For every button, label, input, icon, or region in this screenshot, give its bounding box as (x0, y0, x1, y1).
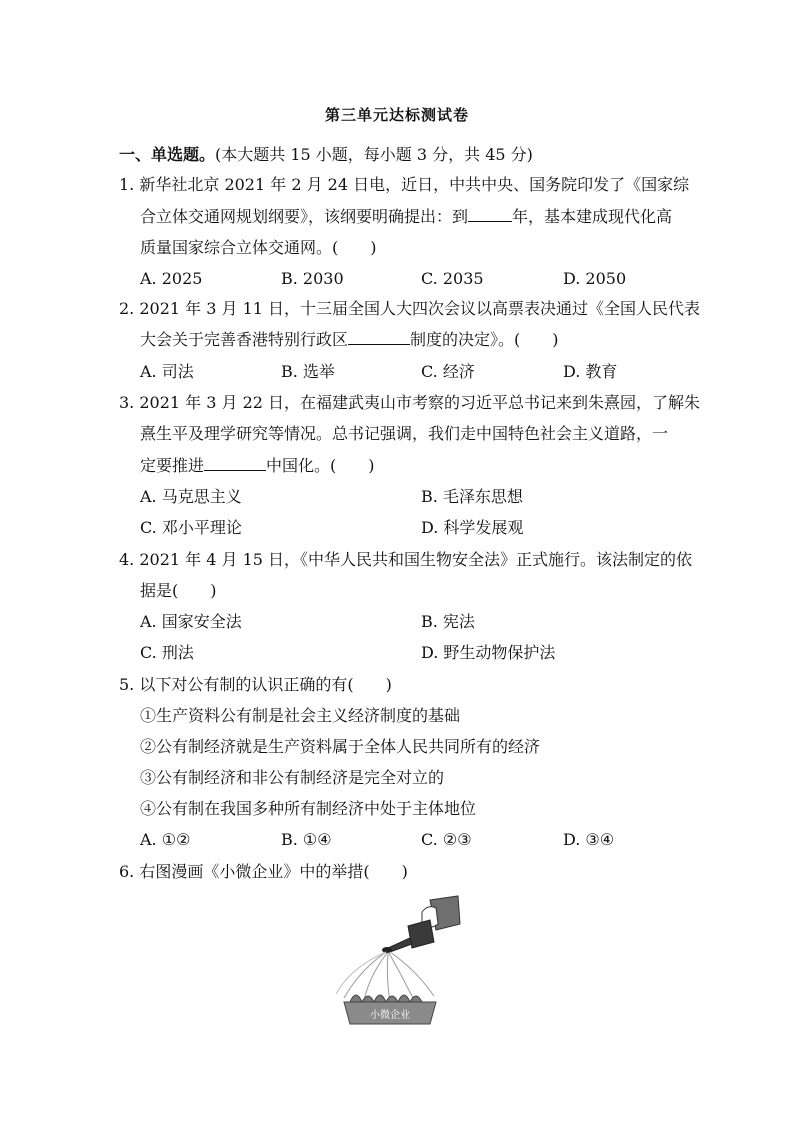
q4-option-b: B. 宪法 (421, 612, 475, 631)
q5-option-b: B. ①④ (281, 830, 332, 849)
q3-line-3: 定要推进 中国化。( ) (140, 456, 375, 475)
q1-option-d: D. 2050 (563, 269, 627, 288)
watering-can-cartoon-icon (330, 890, 470, 1030)
cartoon-figure (330, 890, 470, 1030)
q3-option-c: C. 邓小平理论 (140, 518, 242, 537)
q3-line-1: 3. 2021 年 3 月 22 日，在福建武夷山市考察的习近平总书记来到朱熹园，了解朱 (119, 393, 701, 412)
q5-option-d: D. ③④ (563, 830, 615, 849)
q2-line-1: 2. 2021 年 3 月 11 日，十三届全国人大四次会议以高票表决通过《全国人民代表 (119, 299, 701, 318)
figure-label: 小微企业 (370, 1010, 410, 1021)
q5-statement-3: ③公有制经济和非公有制经济是完全对立的 (140, 768, 445, 787)
q1-blank (468, 207, 512, 222)
page-title: 第三单元达标测试卷 (324, 106, 469, 124)
q2-option-c: C. 经济 (421, 362, 475, 381)
q4-option-d: D. 野生动物保护法 (421, 643, 556, 662)
q5-option-a: A. ①② (140, 830, 191, 849)
q5-line-1: 5. 以下对公有制的认识正确的有( ) (119, 675, 392, 694)
q2-line-2: 大会关于完善香港特别行政区 制度的决定》。( ) (140, 330, 559, 349)
q3-option-b: B. 毛泽东思想 (421, 487, 523, 506)
q2-option-a: A. 司法 (140, 362, 194, 381)
q2-option-d: D. 教育 (563, 362, 618, 381)
q6-line-1: 6. 右图漫画《小微企业》中的举措( ) (119, 862, 408, 881)
q3-option-a: A. 马克思主义 (140, 487, 242, 506)
section-head: 一、单选题。 (119, 145, 216, 164)
q3-option-d: D. 科学发展观 (421, 518, 524, 537)
q1-line-1: 1. 新华社北京 2021 年 2 月 24 日电，近日，中共中央、国务院印发了《国家综 (119, 175, 690, 194)
q3-blank (204, 456, 266, 471)
section-header (119, 142, 533, 165)
section-note: (本大题共 15 小题，每小题 3 分，共 45 分) (215, 145, 533, 164)
q2-blank (348, 330, 410, 345)
q5-statement-1: ①生产资料公有制是社会主义经济制度的基础 (140, 706, 461, 725)
q2-option-b: B. 选举 (281, 362, 335, 381)
q5-statement-2: ②公有制经济就是生产资料属于全体人民共同所有的经济 (140, 737, 541, 756)
q1-option-a: A. 2025 (140, 269, 203, 288)
q1-option-b: B. 2030 (281, 269, 344, 288)
q4-line-1: 4. 2021 年 4 月 15 日，《中华人民共和国生物安全法》正式施行。该法制定的依 (119, 550, 693, 569)
q4-option-a: A. 国家安全法 (140, 612, 242, 631)
q5-option-c: C. ②③ (421, 830, 472, 849)
q1-option-c: C. 2035 (421, 269, 484, 288)
q4-option-c: C. 刑法 (140, 643, 194, 662)
q3-line-2: 熹生平及理学研究等情况。总书记强调，我们走中国特色社会主义道路，一 (140, 424, 669, 443)
q1-line-2: 合立体交通网规划纲要》，该纲要明确提出：到 年，基本建成现代化高 (140, 207, 673, 226)
q4-line-2: 据是( ) (140, 581, 217, 600)
q5-statement-4: ④公有制在我国多种所有制经济中处于主体地位 (140, 799, 477, 818)
q1-line-3: 质量国家综合立体交通网。( ) (140, 238, 377, 257)
